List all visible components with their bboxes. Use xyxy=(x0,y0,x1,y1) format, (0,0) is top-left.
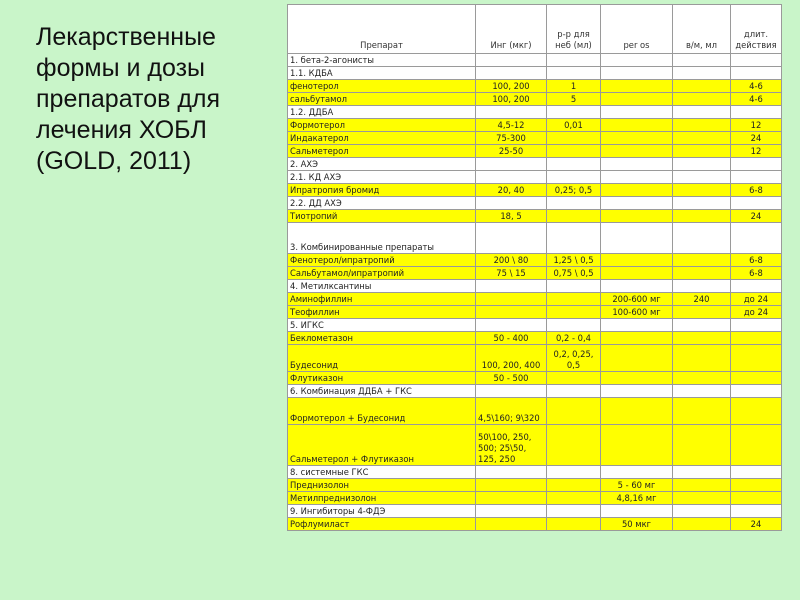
cell-duration: 12 xyxy=(731,119,782,132)
cell-per-os xyxy=(601,267,673,280)
drug-table-container xyxy=(287,4,781,531)
cell-duration: 4-6 xyxy=(731,93,782,106)
section-row xyxy=(288,158,782,171)
cell-iv-im xyxy=(673,267,731,280)
cell-nebulizer xyxy=(547,466,601,479)
cell-drug-name: 9. Ингибиторы 4-ФДЭ xyxy=(288,505,476,518)
cell-inhaler xyxy=(476,67,547,80)
cell-nebulizer: 0,01 xyxy=(547,119,601,132)
cell-nebulizer xyxy=(547,372,601,385)
cell-nebulizer: 5 xyxy=(547,93,601,106)
cell-drug-name: 2.1. КД АХЭ xyxy=(288,171,476,184)
section-row xyxy=(288,171,782,184)
cell-nebulizer xyxy=(547,210,601,223)
cell-per-os xyxy=(601,505,673,518)
cell-duration xyxy=(731,466,782,479)
section-row xyxy=(288,223,782,254)
header-drug: Препарат xyxy=(288,5,476,54)
cell-drug-name: Сальбутамол/ипратропий xyxy=(288,267,476,280)
cell-iv-im xyxy=(673,306,731,319)
cell-iv-im xyxy=(673,184,731,197)
cell-iv-im xyxy=(673,280,731,293)
cell-inhaler xyxy=(476,466,547,479)
cell-inhaler: 50\100, 250, 500; 25\50, 125, 250 xyxy=(476,425,547,466)
cell-drug-name: 5. ИГКС xyxy=(288,319,476,332)
cell-nebulizer xyxy=(547,306,601,319)
cell-inhaler xyxy=(476,492,547,505)
cell-drug-name: Будесонид xyxy=(288,345,476,372)
cell-iv-im: 240 xyxy=(673,293,731,306)
cell-nebulizer xyxy=(547,171,601,184)
section-row xyxy=(288,106,782,119)
section-row xyxy=(288,319,782,332)
cell-inhaler: 100, 200 xyxy=(476,80,547,93)
section-row xyxy=(288,505,782,518)
cell-iv-im xyxy=(673,197,731,210)
cell-per-os: 50 мкг xyxy=(601,518,673,531)
cell-per-os xyxy=(601,132,673,145)
cell-duration: 24 xyxy=(731,132,782,145)
cell-nebulizer: 0,2 - 0,4 xyxy=(547,332,601,345)
cell-per-os xyxy=(601,80,673,93)
cell-iv-im xyxy=(673,345,731,372)
cell-duration xyxy=(731,425,782,466)
cell-nebulizer xyxy=(547,106,601,119)
cell-iv-im xyxy=(673,54,731,67)
cell-inhaler xyxy=(476,505,547,518)
cell-per-os xyxy=(601,398,673,425)
cell-drug-name: 4. Метилксантины xyxy=(288,280,476,293)
cell-inhaler: 18, 5 xyxy=(476,210,547,223)
header-iv-im: в/м, мл xyxy=(673,5,731,54)
cell-iv-im xyxy=(673,67,731,80)
table-row xyxy=(288,518,782,531)
cell-duration xyxy=(731,372,782,385)
cell-duration xyxy=(731,158,782,171)
cell-drug-name: Формотерол + Будесонид xyxy=(288,398,476,425)
cell-nebulizer: 0,75 \ 0,5 xyxy=(547,267,601,280)
title-line: формы и дозы xyxy=(36,54,206,82)
cell-iv-im xyxy=(673,132,731,145)
cell-inhaler xyxy=(476,171,547,184)
table-row xyxy=(288,425,782,466)
cell-drug-name: Тиотропий xyxy=(288,210,476,223)
cell-duration: 24 xyxy=(731,518,782,531)
cell-iv-im xyxy=(673,479,731,492)
table-row xyxy=(288,345,782,372)
cell-iv-im xyxy=(673,145,731,158)
cell-iv-im xyxy=(673,80,731,93)
table-row xyxy=(288,332,782,345)
cell-nebulizer xyxy=(547,319,601,332)
table-header-row xyxy=(288,5,782,54)
cell-nebulizer: 0,25; 0,5 xyxy=(547,184,601,197)
title-line: препаратов для xyxy=(36,85,221,113)
cell-iv-im xyxy=(673,254,731,267)
cell-duration xyxy=(731,106,782,119)
table-row xyxy=(288,93,782,106)
cell-inhaler: 25-50 xyxy=(476,145,547,158)
cell-iv-im xyxy=(673,158,731,171)
cell-inhaler xyxy=(476,319,547,332)
cell-drug-name: фенотерол xyxy=(288,80,476,93)
table-row xyxy=(288,479,782,492)
cell-inhaler: 4,5-12 xyxy=(476,119,547,132)
cell-nebulizer xyxy=(547,197,601,210)
cell-per-os xyxy=(601,119,673,132)
cell-duration: 6-8 xyxy=(731,184,782,197)
cell-nebulizer xyxy=(547,518,601,531)
cell-duration xyxy=(731,492,782,505)
cell-iv-im xyxy=(673,171,731,184)
cell-inhaler: 20, 40 xyxy=(476,184,547,197)
cell-drug-name: Сальметерол xyxy=(288,145,476,158)
cell-inhaler xyxy=(476,479,547,492)
cell-per-os xyxy=(601,223,673,254)
cell-nebulizer xyxy=(547,145,601,158)
table-row xyxy=(288,254,782,267)
cell-per-os xyxy=(601,171,673,184)
cell-drug-name: Беклометазон xyxy=(288,332,476,345)
cell-per-os xyxy=(601,67,673,80)
cell-duration xyxy=(731,54,782,67)
cell-inhaler: 50 - 400 xyxy=(476,332,547,345)
cell-drug-name: Индакатерол xyxy=(288,132,476,145)
cell-inhaler xyxy=(476,293,547,306)
cell-per-os xyxy=(601,425,673,466)
cell-iv-im xyxy=(673,492,731,505)
table-row xyxy=(288,372,782,385)
table-row xyxy=(288,306,782,319)
cell-inhaler: 100, 200 xyxy=(476,93,547,106)
cell-duration xyxy=(731,67,782,80)
cell-iv-im xyxy=(673,93,731,106)
cell-iv-im xyxy=(673,372,731,385)
cell-duration xyxy=(731,398,782,425)
cell-nebulizer: 1,25 \ 0,5 xyxy=(547,254,601,267)
cell-iv-im xyxy=(673,505,731,518)
cell-duration xyxy=(731,280,782,293)
cell-per-os xyxy=(601,332,673,345)
cell-drug-name: Сальметерол + Флутиказон xyxy=(288,425,476,466)
cell-per-os: 4,8,16 мг xyxy=(601,492,673,505)
cell-drug-name: Метилпреднизолон xyxy=(288,492,476,505)
cell-iv-im xyxy=(673,518,731,531)
cell-nebulizer: 0,2, 0,25, 0,5 xyxy=(547,345,601,372)
cell-per-os xyxy=(601,372,673,385)
cell-inhaler: 75 \ 15 xyxy=(476,267,547,280)
table-row xyxy=(288,210,782,223)
cell-per-os xyxy=(601,385,673,398)
cell-drug-name: 6. Комбинация ДДБА + ГКС xyxy=(288,385,476,398)
header-per-os: per os xyxy=(601,5,673,54)
title-line: лечения ХОБЛ xyxy=(36,116,207,144)
cell-nebulizer xyxy=(547,280,601,293)
cell-iv-im xyxy=(673,223,731,254)
cell-inhaler xyxy=(476,158,547,171)
section-row xyxy=(288,54,782,67)
cell-duration: 6-8 xyxy=(731,254,782,267)
cell-per-os xyxy=(601,93,673,106)
table-row xyxy=(288,184,782,197)
title-line: Лекарственные xyxy=(36,23,216,51)
cell-inhaler xyxy=(476,54,547,67)
header-duration: длит. действия xyxy=(731,5,782,54)
section-row xyxy=(288,385,782,398)
table-row xyxy=(288,293,782,306)
section-row xyxy=(288,280,782,293)
cell-per-os xyxy=(601,345,673,372)
cell-per-os xyxy=(601,54,673,67)
cell-nebulizer xyxy=(547,67,601,80)
cell-duration: 12 xyxy=(731,145,782,158)
cell-inhaler: 50 - 500 xyxy=(476,372,547,385)
cell-duration: до 24 xyxy=(731,306,782,319)
cell-duration: до 24 xyxy=(731,293,782,306)
cell-inhaler: 75-300 xyxy=(476,132,547,145)
cell-duration xyxy=(731,332,782,345)
cell-nebulizer xyxy=(547,293,601,306)
cell-per-os: 100-600 мг xyxy=(601,306,673,319)
cell-nebulizer xyxy=(547,425,601,466)
cell-nebulizer xyxy=(547,54,601,67)
cell-per-os xyxy=(601,210,673,223)
cell-iv-im xyxy=(673,398,731,425)
cell-nebulizer xyxy=(547,158,601,171)
cell-iv-im xyxy=(673,319,731,332)
cell-nebulizer: 1 xyxy=(547,80,601,93)
cell-inhaler: 200 \ 80 xyxy=(476,254,547,267)
cell-per-os xyxy=(601,145,673,158)
cell-drug-name: 3. Комбинированные препараты xyxy=(288,223,476,254)
cell-duration xyxy=(731,319,782,332)
cell-drug-name: сальбутамол xyxy=(288,93,476,106)
cell-drug-name: Рофлумиласт xyxy=(288,518,476,531)
cell-duration xyxy=(731,223,782,254)
table-row xyxy=(288,267,782,280)
cell-per-os: 5 - 60 мг xyxy=(601,479,673,492)
cell-drug-name: 2.2. ДД АХЭ xyxy=(288,197,476,210)
cell-drug-name: 8. системные ГКС xyxy=(288,466,476,479)
cell-per-os xyxy=(601,254,673,267)
header-nebulizer: р-р для неб (мл) xyxy=(547,5,601,54)
cell-nebulizer xyxy=(547,132,601,145)
table-row xyxy=(288,398,782,425)
cell-per-os xyxy=(601,466,673,479)
cell-duration: 24 xyxy=(731,210,782,223)
cell-duration: 6-8 xyxy=(731,267,782,280)
table-row xyxy=(288,132,782,145)
cell-drug-name: Формотерол xyxy=(288,119,476,132)
cell-duration xyxy=(731,171,782,184)
cell-iv-im xyxy=(673,466,731,479)
cell-drug-name: Флутиказон xyxy=(288,372,476,385)
cell-iv-im xyxy=(673,385,731,398)
section-row xyxy=(288,466,782,479)
cell-per-os xyxy=(601,197,673,210)
cell-drug-name: Теофиллин xyxy=(288,306,476,319)
cell-iv-im xyxy=(673,210,731,223)
cell-iv-im xyxy=(673,425,731,466)
cell-duration xyxy=(731,197,782,210)
table-row xyxy=(288,145,782,158)
cell-inhaler xyxy=(476,518,547,531)
cell-inhaler: 100, 200, 400 xyxy=(476,345,547,372)
cell-duration xyxy=(731,345,782,372)
section-row xyxy=(288,197,782,210)
cell-drug-name: 1. бета-2-агонисты xyxy=(288,54,476,67)
cell-iv-im xyxy=(673,106,731,119)
cell-inhaler xyxy=(476,306,547,319)
cell-inhaler xyxy=(476,197,547,210)
cell-per-os xyxy=(601,106,673,119)
cell-drug-name: Фенотерол/ипратропий xyxy=(288,254,476,267)
header-inhaler: Инг (мкг) xyxy=(476,5,547,54)
cell-duration xyxy=(731,479,782,492)
section-row xyxy=(288,67,782,80)
cell-per-os xyxy=(601,158,673,171)
cell-drug-name: Преднизолон xyxy=(288,479,476,492)
cell-per-os xyxy=(601,319,673,332)
cell-per-os xyxy=(601,184,673,197)
table-row xyxy=(288,492,782,505)
title-line: (GOLD, 2011) xyxy=(36,147,192,175)
cell-duration: 4-6 xyxy=(731,80,782,93)
cell-nebulizer xyxy=(547,492,601,505)
cell-nebulizer xyxy=(547,398,601,425)
table-row xyxy=(288,80,782,93)
cell-drug-name: 2. АХЭ xyxy=(288,158,476,171)
table-row xyxy=(288,119,782,132)
cell-inhaler xyxy=(476,385,547,398)
cell-nebulizer xyxy=(547,479,601,492)
cell-inhaler xyxy=(476,223,547,254)
cell-drug-name: Аминофиллин xyxy=(288,293,476,306)
cell-nebulizer xyxy=(547,223,601,254)
cell-nebulizer xyxy=(547,505,601,518)
drug-table xyxy=(287,4,782,531)
cell-per-os xyxy=(601,280,673,293)
cell-iv-im xyxy=(673,119,731,132)
slide-title xyxy=(36,22,276,177)
cell-inhaler: 4,5\160; 9\320 xyxy=(476,398,547,425)
cell-per-os: 200-600 мг xyxy=(601,293,673,306)
cell-nebulizer xyxy=(547,385,601,398)
cell-drug-name: 1.1. КДБА xyxy=(288,67,476,80)
cell-duration xyxy=(731,505,782,518)
cell-iv-im xyxy=(673,332,731,345)
cell-duration xyxy=(731,385,782,398)
cell-inhaler xyxy=(476,280,547,293)
cell-drug-name: 1.2. ДДБА xyxy=(288,106,476,119)
cell-inhaler xyxy=(476,106,547,119)
cell-drug-name: Ипратропия бромид xyxy=(288,184,476,197)
